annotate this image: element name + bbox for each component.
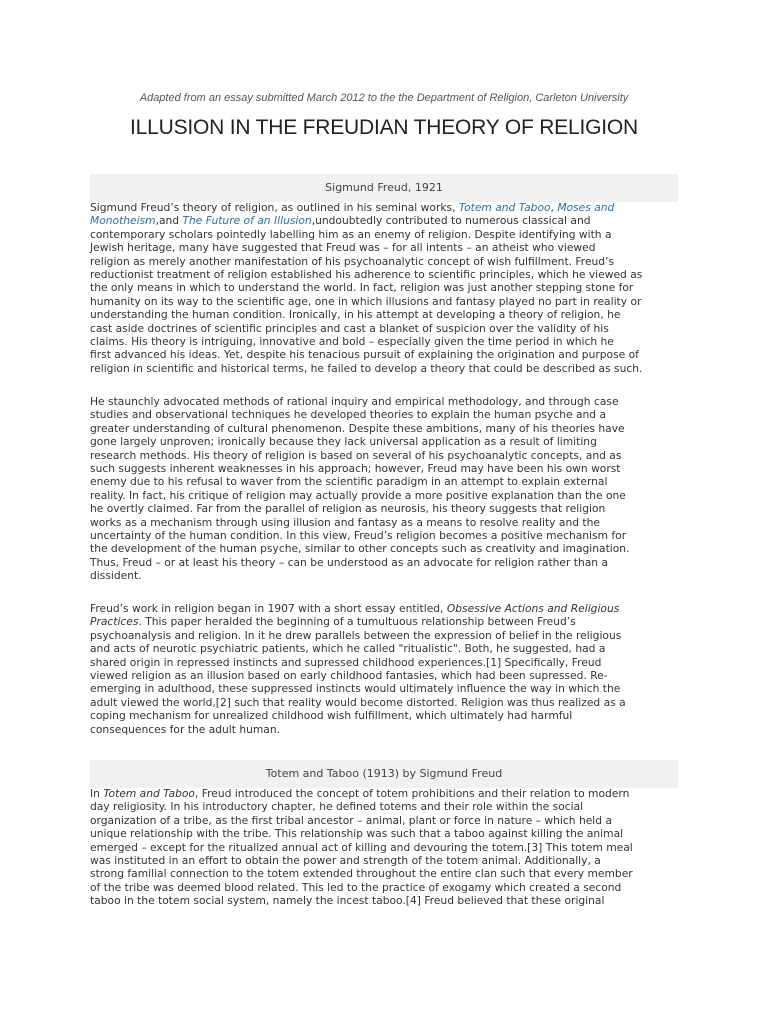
paragraph-line: unique relationship with the tribe. This relationship was such that a taboo against killing the animal bbox=[90, 827, 624, 841]
paragraph-line: psychoanalysis and religion. In it he drew parallels between the expression of belief in the religious bbox=[90, 628, 622, 642]
paragraph-line: greater understanding of cultural phenomenon. Despite these ambitions, many of his theories have bbox=[90, 421, 625, 435]
image-caption-freud-1921: Sigmund Freud, 1921 bbox=[90, 174, 678, 202]
page-title: ILLUSION IN THE FREUDIAN THEORY OF RELIGION bbox=[130, 116, 638, 139]
paragraph-line: understanding the human condition. Ironically, in his attempt at developing a theory of religion, he bbox=[90, 308, 621, 322]
paragraph-line: studies and observational techniques he developed theories to explain the human psyche and a bbox=[90, 408, 606, 422]
image-caption-totem-and-taboo: Totem and Taboo (1913) by Sigmund Freud bbox=[90, 760, 678, 788]
text-run: ,undoubtedly contributed to numerous classical and bbox=[311, 214, 591, 228]
paragraph-line: adult viewed the world,[2] such that reality would become distorted. Religion was thus realized as a bbox=[90, 695, 626, 709]
paragraph-line: he overtly claimed. Far from the parallel of religion as neurosis, his theory suggests that religion bbox=[90, 502, 606, 516]
paragraph-line: day religiosity. In his introductory chapter, he defined totems and their role within the social bbox=[90, 800, 584, 814]
paragraph-line: coping mechanism for unrealized childhood wish fulfillment, which ultimately had harmful bbox=[90, 709, 573, 723]
paragraph-line: reality. In fact, his critique of religion may actually provide a more positive explanation than the one bbox=[90, 488, 626, 502]
paragraph-line bbox=[90, 201, 690, 214]
source-note: Adapted from an essay submitted March 2012 to the the Department of Religion, Carleton University bbox=[139, 92, 629, 104]
paragraph-1 bbox=[90, 201, 690, 375]
essay-title: Obsessive Actions and Religious bbox=[446, 602, 620, 615]
paragraph-line: shared origin in repressed instincts and supressed childhood experiences.[1] Specifically, Freud bbox=[90, 655, 602, 669]
paragraph-line: Thus, Freud – or at least his theory – can be understood as an advocate for religion rather than a bbox=[90, 555, 609, 569]
paragraph-line: consequences for the adult human. bbox=[90, 722, 281, 736]
paragraph-line: the development of the human psyche, similar to other concepts such as creativity and imagination. bbox=[90, 542, 630, 556]
paragraph-line: religion in scientific and historical terms, he failed to develop a theory that could be described as such. bbox=[90, 361, 643, 375]
paragraph-line: was instituted in an effort to obtain the power and strength of the totem animal. Additionally, a bbox=[90, 853, 601, 867]
paragraph-2 bbox=[90, 395, 690, 582]
paragraph-line: humanity on its way to the scientific age, one in which illusions and fantasy played no part in reality or bbox=[90, 294, 642, 308]
paragraph-line: of the tribe was deemed blood related. This led to the practice of exogamy which created a second bbox=[90, 880, 622, 894]
paragraph-line bbox=[90, 214, 690, 227]
paragraph-line: Jewish heritage, many have suggested that Freud was – for all intents – an atheist who viewed bbox=[90, 241, 596, 255]
link-moses-and-monotheism-cont[interactable]: Monotheism bbox=[90, 214, 156, 228]
paragraph-line: the only means in which to understand the world. In fact, religion was just another stepping stone for bbox=[90, 281, 634, 295]
paragraph-line: first advanced his ideas. Yet, despite his tenacious pursuit of explaining the origination and purpose of bbox=[90, 348, 639, 362]
text-run: In bbox=[90, 787, 104, 800]
text-run: Freud’s work in religion began in 1907 with a short essay entitled, bbox=[90, 602, 447, 615]
paragraph-line bbox=[90, 602, 690, 615]
link-moses-and-monotheism[interactable]: Moses and bbox=[557, 201, 615, 214]
paragraph-line: emerging in adulthood, these suppressed instincts would ultimately influence the way in which the bbox=[90, 682, 621, 696]
paragraph-line: dissident. bbox=[90, 569, 142, 583]
book-title: Totem and Taboo bbox=[103, 787, 195, 800]
paragraph-line: emerged – except for the ritualized annual act of killing and devouring the totem.[3] This totem meal bbox=[90, 840, 633, 854]
text-run: , Freud introduced the concept of totem prohibitions and their relation to modern bbox=[194, 787, 630, 800]
paragraph-line: uncertainty of the human condition. In this view, Freud’s religion becomes a positive mechanism for bbox=[90, 528, 627, 542]
paragraph-line: taboo in the totem social system, namely the incest taboo.[4] Freud believed that these original bbox=[90, 894, 605, 908]
paragraph-line bbox=[90, 787, 690, 800]
paragraph-line: organization of a tribe, as the first tribal ancestor – animal, plant or force in nature – which held a bbox=[90, 813, 612, 827]
paragraph-line: cast aside doctrines of scientific principles and cast a blanket of suspicion over the validity of his bbox=[90, 321, 609, 335]
paragraph-line: and acts of neurotic psychiatric patients, which he called "ritualistic". Both, he suggested, had a bbox=[90, 642, 606, 656]
paragraph-line: viewed religion as an illusion based on early childhood fantasies, which had been supressed. Re- bbox=[90, 668, 608, 682]
text-run: , bbox=[550, 201, 558, 214]
paragraph-line: strong familial connection to the totem extended throughout the entire clan such that every member bbox=[90, 867, 633, 881]
link-future-of-an-illusion[interactable]: The Future of an Illusion bbox=[182, 214, 312, 228]
paragraph-line bbox=[90, 615, 690, 628]
text-run: . This paper heralded the beginning of a tumultuous relationship between Freud’s bbox=[138, 615, 576, 629]
paragraph-line: contemporary scholars pointedly labelling him as an enemy of religion. Despite identifying with a bbox=[90, 227, 612, 241]
paragraph-line: gone largely unproven; ironically because they lack universal application as a result of limiting bbox=[90, 435, 597, 449]
paragraph-3 bbox=[90, 602, 690, 736]
link-totem-and-taboo[interactable]: Totem and Taboo bbox=[458, 201, 551, 214]
text-run: Sigmund Freud’s theory of religion, as outlined in his seminal works, bbox=[90, 201, 459, 214]
paragraph-line: research methods. His theory of religion is based on several of his psychoanalytic concepts, and as bbox=[90, 448, 622, 462]
paragraph-line: such suggests inherent weaknesses in his approach; however, Freud may have been his own worst bbox=[90, 461, 621, 475]
text-run: ,and bbox=[155, 214, 183, 228]
paragraph-line: reductionist treatment of religion established his adherence to scientific principles, which he viewed as bbox=[90, 267, 643, 281]
paragraph-line: claims. His theory is intriguing, innovative and bold – especially given the time period in which he bbox=[90, 334, 614, 348]
essay-title-cont: Practices bbox=[90, 615, 139, 629]
paragraph-line: religion as merely another manifestation of his psychoanalytic concept of wish fulfillment. Freud’s bbox=[90, 254, 615, 268]
paragraph-4 bbox=[90, 787, 690, 908]
paragraph-line: enemy due to his refusal to waver from the scientific paradigm in an attempt to explain external bbox=[90, 475, 608, 489]
paragraph-line: works as a mechanism through using illusion and fantasy as a means to resolve reality and the bbox=[90, 515, 600, 529]
paragraph-line: He staunchly advocated methods of rational inquiry and empirical methodology, and through case bbox=[90, 395, 619, 408]
